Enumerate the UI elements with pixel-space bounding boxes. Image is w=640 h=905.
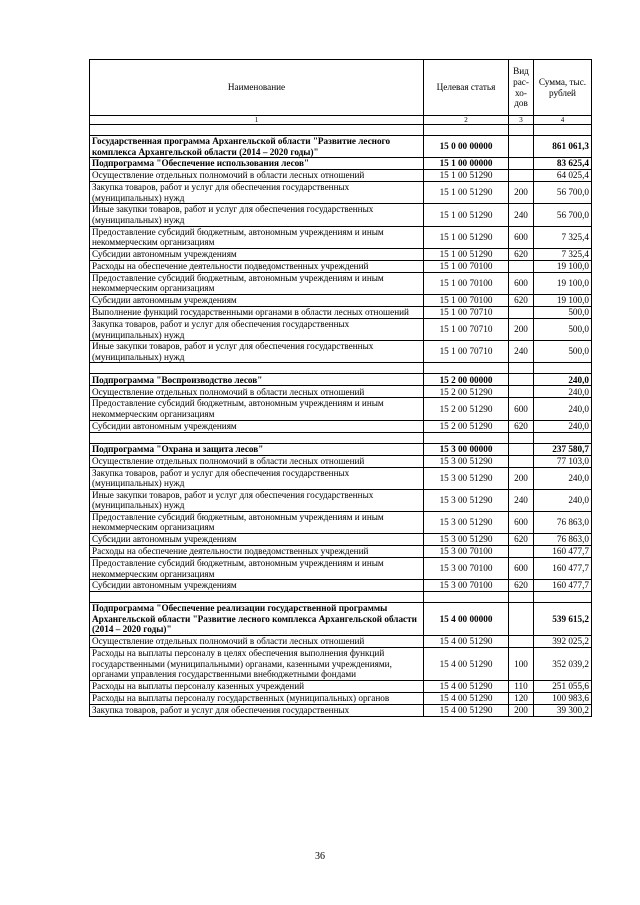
program-row xyxy=(90,136,592,158)
table-row xyxy=(90,318,592,340)
code-cell: 15 2 00 51290 xyxy=(424,386,509,398)
spacer-cell xyxy=(424,432,509,443)
spacer-cell xyxy=(90,592,424,603)
sum-cell: 76 863,0 xyxy=(534,511,592,533)
table-row xyxy=(90,680,592,692)
code-cell: 15 1 00 00000 xyxy=(424,158,509,170)
sum-cell: 240,0 xyxy=(534,398,592,420)
sum-cell: 83 625,4 xyxy=(534,158,592,170)
code-cell: 15 4 00 51290 xyxy=(424,680,509,692)
kind-cell: 600 xyxy=(509,511,534,533)
kind-cell: 600 xyxy=(509,226,534,248)
sum-cell: 251 055,6 xyxy=(534,680,592,692)
sum-cell: 100 983,6 xyxy=(534,692,592,704)
code-cell: 15 3 00 51290 xyxy=(424,455,509,467)
name-cell: Предоставление субсидий бюджетным, автономным учреждениям и иным некоммерческим организациям xyxy=(90,226,424,248)
sum-cell: 7 325,4 xyxy=(534,226,592,248)
sum-cell: 39 300,2 xyxy=(534,704,592,716)
code-cell: 15 1 00 70100 xyxy=(424,272,509,294)
column-number-1: 1 xyxy=(90,116,424,125)
code-cell: 15 3 00 51290 xyxy=(424,534,509,546)
kind-cell xyxy=(509,386,534,398)
kind-cell xyxy=(509,158,534,170)
kind-cell: 200 xyxy=(509,467,534,489)
code-cell: 15 1 00 51290 xyxy=(424,204,509,226)
table-row xyxy=(90,420,592,432)
name-cell: Осуществление отдельных полномочий в области лесных отношений xyxy=(90,386,424,398)
table-row xyxy=(90,398,592,420)
spacer-cell xyxy=(424,125,509,136)
table-row xyxy=(90,272,592,294)
column-number-4: 4 xyxy=(534,116,592,125)
spacer-cell xyxy=(534,125,592,136)
spacer-cell xyxy=(424,592,509,603)
sum-cell: 160 477,7 xyxy=(534,558,592,580)
table-row xyxy=(90,511,592,533)
name-cell: Подпрограмма "Воспроизводство лесов" xyxy=(90,374,424,386)
sum-cell: 7 325,4 xyxy=(534,248,592,260)
sum-cell: 160 477,7 xyxy=(534,580,592,592)
kind-cell: 600 xyxy=(509,558,534,580)
name-cell: Субсидии автономным учреждениям xyxy=(90,248,424,260)
name-cell: Иные закупки товаров, работ и услуг для обеспечения государственных (муниципальных) нужд xyxy=(90,341,424,363)
spacer-cell xyxy=(534,363,592,374)
kind-cell: 240 xyxy=(509,489,534,511)
name-cell: Предоставление субсидий бюджетным, автономным учреждениям и иным некоммерческим организациям xyxy=(90,398,424,420)
name-cell: Субсидии автономным учреждениям xyxy=(90,534,424,546)
sum-cell: 240,0 xyxy=(534,374,592,386)
name-cell: Субсидии автономным учреждениям xyxy=(90,580,424,592)
table-row xyxy=(90,636,592,648)
code-cell: 15 1 00 70710 xyxy=(424,341,509,363)
name-cell: Осуществление отдельных полномочий в области лесных отношений xyxy=(90,170,424,182)
name-cell: Расходы на обеспечение деятельности подведомственных учреждений xyxy=(90,546,424,558)
sum-cell: 240,0 xyxy=(534,467,592,489)
name-cell: Закупка товаров, работ и услуг для обеспечения государственных (муниципальных) нужд xyxy=(90,467,424,489)
name-cell: Расходы на обеспечение деятельности подведомственных учреждений xyxy=(90,260,424,272)
page-number: 36 xyxy=(315,851,325,862)
kind-cell xyxy=(509,636,534,648)
header-code: Целевая статья xyxy=(424,60,509,116)
sum-cell: 237 580,7 xyxy=(534,443,592,455)
spacer-row xyxy=(90,363,592,374)
kind-cell xyxy=(509,603,534,636)
code-cell: 15 3 00 70100 xyxy=(424,546,509,558)
name-cell: Государственная программа Архангельской области "Развитие лесного комплекса Архангельской области (2014 – 2020 годы)" xyxy=(90,136,424,158)
name-cell: Расходы на выплаты персоналу казенных учреждений xyxy=(90,680,424,692)
kind-cell xyxy=(509,374,534,386)
name-cell: Выполнение функций государственными органами в области лесных отношений xyxy=(90,306,424,318)
kind-cell xyxy=(509,306,534,318)
kind-cell: 200 xyxy=(509,182,534,204)
kind-cell xyxy=(509,170,534,182)
kind-cell: 620 xyxy=(509,294,534,306)
budget-table xyxy=(89,59,592,717)
kind-cell: 100 xyxy=(509,648,534,681)
sum-cell: 240,0 xyxy=(534,386,592,398)
name-cell: Иные закупки товаров, работ и услуг для обеспечения государственных (муниципальных) нужд xyxy=(90,489,424,511)
code-cell: 15 3 00 51290 xyxy=(424,511,509,533)
code-cell: 15 3 00 51290 xyxy=(424,467,509,489)
code-cell: 15 3 00 70100 xyxy=(424,558,509,580)
name-cell: Субсидии автономным учреждениям xyxy=(90,294,424,306)
name-cell: Расходы на выплаты персоналу государственных (муниципальных) органов xyxy=(90,692,424,704)
table-row xyxy=(90,182,592,204)
table-row xyxy=(90,546,592,558)
sum-cell: 500,0 xyxy=(534,306,592,318)
kind-cell xyxy=(509,455,534,467)
name-cell: Осуществление отдельных полномочий в области лесных отношений xyxy=(90,636,424,648)
table-row xyxy=(90,467,592,489)
table-row xyxy=(90,489,592,511)
header-kind: Вид рас-хо-дов xyxy=(509,60,534,116)
program-row xyxy=(90,603,592,636)
table-row xyxy=(90,386,592,398)
code-cell: 15 0 00 00000 xyxy=(424,136,509,158)
name-cell: Подпрограмма "Обеспечение реализации государственной программы Архангельской области "Развитие лесного комплекса Архангельской области (2014 – 2020 годы)" xyxy=(90,603,424,636)
table-row xyxy=(90,294,592,306)
spacer-cell xyxy=(509,592,534,603)
sum-cell: 77 103,0 xyxy=(534,455,592,467)
table-row xyxy=(90,341,592,363)
code-cell: 15 1 00 70100 xyxy=(424,294,509,306)
kind-cell: 240 xyxy=(509,341,534,363)
spacer-cell xyxy=(90,432,424,443)
name-cell: Подпрограмма "Охрана и защита лесов" xyxy=(90,443,424,455)
table-row xyxy=(90,648,592,681)
name-cell: Субсидии автономным учреждениям xyxy=(90,420,424,432)
kind-cell: 620 xyxy=(509,248,534,260)
spacer-row xyxy=(90,592,592,603)
code-cell: 15 3 00 70100 xyxy=(424,580,509,592)
spacer-row xyxy=(90,125,592,136)
table-row xyxy=(90,558,592,580)
code-cell: 15 1 00 51290 xyxy=(424,226,509,248)
code-cell: 15 1 00 51290 xyxy=(424,170,509,182)
table-row xyxy=(90,204,592,226)
code-cell: 15 1 00 70710 xyxy=(424,306,509,318)
name-cell: Закупка товаров, работ и услуг для обеспечения государственных (муниципальных) нужд xyxy=(90,318,424,340)
name-cell: Предоставление субсидий бюджетным, автономным учреждениям и иным некоммерческим организациям xyxy=(90,272,424,294)
sum-cell: 64 025,4 xyxy=(534,170,592,182)
kind-cell xyxy=(509,260,534,272)
kind-cell xyxy=(509,136,534,158)
kind-cell: 240 xyxy=(509,204,534,226)
header-sum: Сумма, тыс. рублей xyxy=(534,60,592,116)
sum-cell: 56 700,0 xyxy=(534,204,592,226)
name-cell: Расходы на выплаты персоналу в целях обеспечения выполнения функций государственными (муниципальными) органами, казенными учреждениями, органами управления государственными внебюджетными фондами xyxy=(90,648,424,681)
kind-cell xyxy=(509,546,534,558)
sum-cell: 76 863,0 xyxy=(534,534,592,546)
code-cell: 15 4 00 00000 xyxy=(424,603,509,636)
code-cell: 15 4 00 51290 xyxy=(424,704,509,716)
kind-cell: 110 xyxy=(509,680,534,692)
header-name: Наименование xyxy=(90,60,424,116)
header-row xyxy=(90,60,592,116)
table-row xyxy=(90,306,592,318)
kind-cell xyxy=(509,443,534,455)
sum-cell: 392 025,2 xyxy=(534,636,592,648)
code-cell: 15 1 00 51290 xyxy=(424,182,509,204)
code-cell: 15 1 00 70100 xyxy=(424,260,509,272)
spacer-row xyxy=(90,432,592,443)
sum-cell: 160 477,7 xyxy=(534,546,592,558)
sum-cell: 240,0 xyxy=(534,489,592,511)
kind-cell: 600 xyxy=(509,398,534,420)
table-row xyxy=(90,455,592,467)
table-row xyxy=(90,248,592,260)
sum-cell: 240,0 xyxy=(534,420,592,432)
code-cell: 15 2 00 51290 xyxy=(424,398,509,420)
code-cell: 15 1 00 51290 xyxy=(424,248,509,260)
name-cell: Предоставление субсидий бюджетным, автономным учреждениям и иным некоммерческим организациям xyxy=(90,511,424,533)
kind-cell: 620 xyxy=(509,420,534,432)
table-row xyxy=(90,170,592,182)
table-row xyxy=(90,580,592,592)
table-row xyxy=(90,534,592,546)
spacer-cell xyxy=(534,432,592,443)
sum-cell: 56 700,0 xyxy=(534,182,592,204)
table-row xyxy=(90,226,592,248)
name-cell: Закупка товаров, работ и услуг для обеспечения государственных (муниципальных) нужд xyxy=(90,182,424,204)
spacer-cell xyxy=(534,592,592,603)
program-row xyxy=(90,374,592,386)
spacer-cell xyxy=(90,125,424,136)
program-row xyxy=(90,158,592,170)
code-cell: 15 4 00 51290 xyxy=(424,648,509,681)
table-row xyxy=(90,704,592,716)
name-cell: Подпрограмма "Обеспечение использования лесов" xyxy=(90,158,424,170)
table-row xyxy=(90,692,592,704)
code-cell: 15 1 00 70710 xyxy=(424,318,509,340)
kind-cell: 120 xyxy=(509,692,534,704)
sum-cell: 539 615,2 xyxy=(534,603,592,636)
spacer-cell xyxy=(509,432,534,443)
name-cell: Закупка товаров, работ и услуг для обеспечения государственных xyxy=(90,704,424,716)
sum-cell: 500,0 xyxy=(534,318,592,340)
spacer-cell xyxy=(509,125,534,136)
column-number-2: 2 xyxy=(424,116,509,125)
code-cell: 15 3 00 00000 xyxy=(424,443,509,455)
name-cell: Предоставление субсидий бюджетным, автономным учреждениям и иным некоммерческим организациям xyxy=(90,558,424,580)
column-number-row xyxy=(90,116,592,125)
budget-table-body xyxy=(90,60,592,717)
kind-cell: 600 xyxy=(509,272,534,294)
kind-cell: 620 xyxy=(509,534,534,546)
kind-cell: 200 xyxy=(509,318,534,340)
code-cell: 15 2 00 00000 xyxy=(424,374,509,386)
name-cell: Иные закупки товаров, работ и услуг для обеспечения государственных (муниципальных) нужд xyxy=(90,204,424,226)
spacer-cell xyxy=(509,363,534,374)
spacer-cell xyxy=(90,363,424,374)
column-number-3: 3 xyxy=(509,116,534,125)
kind-cell: 200 xyxy=(509,704,534,716)
sum-cell: 19 100,0 xyxy=(534,272,592,294)
table-row xyxy=(90,260,592,272)
kind-cell: 620 xyxy=(509,580,534,592)
code-cell: 15 2 00 51290 xyxy=(424,420,509,432)
sum-cell: 500,0 xyxy=(534,341,592,363)
program-row xyxy=(90,443,592,455)
sum-cell: 19 100,0 xyxy=(534,260,592,272)
sum-cell: 352 039,2 xyxy=(534,648,592,681)
sum-cell: 861 061,3 xyxy=(534,136,592,158)
code-cell: 15 4 00 51290 xyxy=(424,692,509,704)
name-cell: Осуществление отдельных полномочий в области лесных отношений xyxy=(90,455,424,467)
sum-cell: 19 100,0 xyxy=(534,294,592,306)
code-cell: 15 4 00 51290 xyxy=(424,636,509,648)
code-cell: 15 3 00 51290 xyxy=(424,489,509,511)
spacer-cell xyxy=(424,363,509,374)
